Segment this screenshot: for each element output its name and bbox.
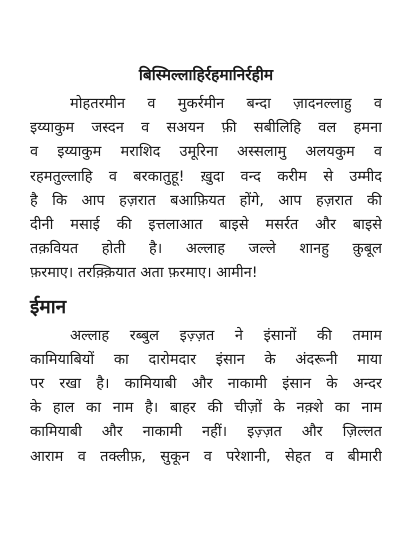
text-line: है कि आप हज़रात बआफ़ियत होंगे, आप हज़रात की [30,191,382,209]
text-line: तक़वियत होती है। अल्लाह जल्ले शानहु क़ुबूल [30,240,382,258]
text-line: दीनी मसाई की इत्तलाआत बाइसे मसर्रत और बाइसे [30,216,382,234]
text-line: रहमतुल्लाहि व बरकातुहू! ख़ुदा वन्द करीम से उम्मीद [30,167,382,185]
text-line: फ़रमाए। तरक़्क़ियात अता फ़रमाए। आमीन! [30,264,258,282]
text-line: आराम व तक्लीफ़, सुकून व परेशानी, सेहत व बीमारी [30,447,382,465]
text-line: इय्याकुम जस्दन व सअयन फ़ी सबीलिहि वल हमना [30,119,382,137]
text-line: मोहतरमीन व मुकर्रमीन बन्दा ज़ादनल्लाहु व [70,95,382,112]
section-paragraph [30,324,382,469]
text-line: अल्लाह रब्बुल इज़्ज़त ने इंसानों की तमाम [70,326,382,344]
text-line: व इय्याकुम मराशिद उमूरिना अस्सलामु अलयकुम व [30,143,382,161]
document-heading: बिस्मिल्लाहिर्रहमानिर्रहीम [138,66,274,84]
intro-paragraph [30,92,382,286]
text-line: कामियाबियों का दारोमदार इंसान के अंदरूनी माया [30,350,382,368]
text-line: के हाल का नाम है। बाहर की चीज़ों के नक़्शे का नाम [30,399,382,417]
document-page [30,64,382,469]
section-title: ईमान [30,295,67,318]
text-line: पर रखा है। कामियाबी और नाकामी इंसान के अन्दर [30,375,382,393]
text-line: कामियाबी और नाकामी नहीं। इज़्ज़त और ज़िल्लत [30,423,382,441]
